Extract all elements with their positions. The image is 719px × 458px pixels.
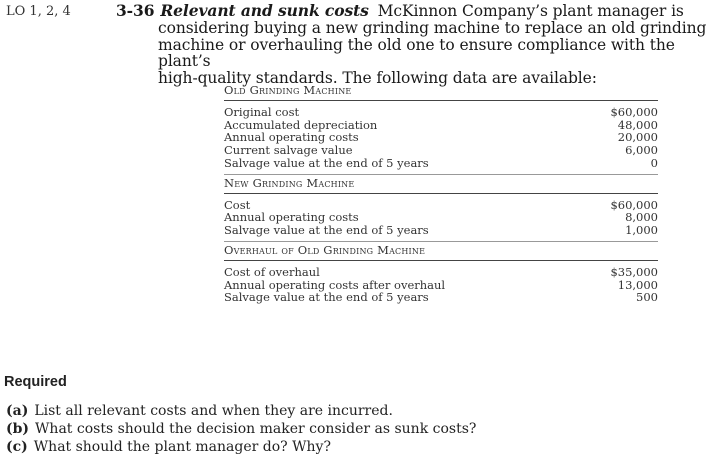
question-text: List all relevant costs and when they are incurred. [34, 403, 393, 419]
old-machine-rows [224, 101, 658, 174]
problem-number: 3-36 [116, 1, 155, 20]
problem-text-line-4: high-quality standards. The following data are available: [158, 69, 597, 88]
row-label: Cost [224, 197, 251, 212]
problem-statement [116, 3, 716, 87]
table-row [224, 106, 658, 119]
row-label: Cost of overhaul [224, 264, 320, 279]
question-text: What should the plant manager do? Why? [33, 439, 331, 455]
question-letter: (a) [6, 403, 29, 419]
divider [224, 174, 658, 175]
question-item [6, 438, 476, 456]
problem-text-line-1: McKinnon Company’s plant manager is [377, 2, 684, 20]
question-item [6, 420, 476, 438]
problem-title: Relevant and sunk costs [160, 1, 369, 20]
row-value: $35,000 [610, 264, 658, 279]
row-label: Accumulated depreciation [224, 117, 378, 132]
row-value: 1,000 [625, 223, 658, 238]
row-value: 8,000 [625, 210, 658, 225]
question-letter: (c) [6, 439, 28, 455]
cost-data-table [224, 84, 658, 308]
row-value: 0 [650, 155, 658, 170]
question-item [6, 402, 476, 420]
row-label: Annual operating costs after overhaul [224, 277, 446, 292]
section-heading-old-machine: Old Grinding Machine [224, 84, 658, 101]
row-label: Salvage value at the end of 5 years [224, 223, 429, 238]
row-value: $60,000 [610, 197, 658, 212]
row-label: Current salvage value [224, 143, 353, 158]
row-value: 20,000 [617, 130, 658, 145]
section-heading-overhaul: Overhaul of Old Grinding Machine [224, 244, 658, 261]
row-value: $60,000 [610, 104, 658, 119]
row-label: Salvage value at the end of 5 years [224, 290, 429, 305]
table-row [224, 224, 658, 237]
row-label: Original cost [224, 104, 300, 119]
row-label: Annual operating costs [224, 210, 359, 225]
table-row [224, 266, 658, 279]
question-list [6, 402, 476, 456]
row-value: 6,000 [625, 143, 658, 158]
table-row [224, 291, 658, 304]
overhaul-rows [224, 261, 658, 308]
row-value: 500 [636, 290, 658, 305]
row-value: 13,000 [617, 277, 658, 292]
problem-text-line-2: considering buying a new grinding machine to replace an old grinding [158, 18, 707, 37]
row-label: Salvage value at the end of 5 years [224, 155, 429, 170]
divider [224, 241, 658, 242]
section-heading-new-machine: New Grinding Machine [224, 177, 658, 194]
table-row [224, 157, 658, 170]
question-letter: (b) [6, 421, 30, 437]
new-machine-rows [224, 194, 658, 241]
required-heading: Required [4, 374, 67, 390]
question-text: What costs should the decision maker consider as sunk costs? [35, 421, 477, 437]
row-value: 48,000 [617, 117, 658, 132]
row-label: Annual operating costs [224, 130, 359, 145]
learning-objectives: LO 1, 2, 4 [6, 4, 71, 19]
problem-text-line-3: machine or overhauling the old one to ensure compliance with the plant’s [158, 35, 675, 71]
